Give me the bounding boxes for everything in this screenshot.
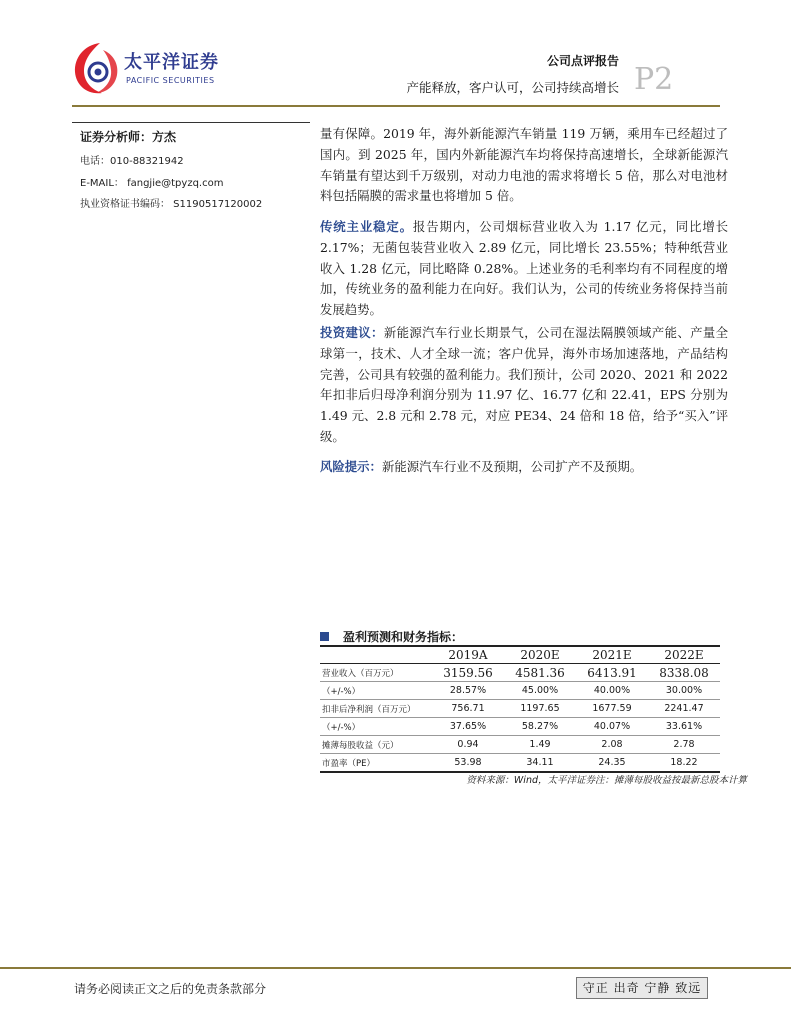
financial-forecast-table — [320, 645, 720, 773]
analyst-divider — [72, 122, 310, 123]
table-cell: 0.94 — [432, 736, 504, 754]
company-logo — [70, 40, 260, 96]
row-label: （+/-%） — [320, 682, 432, 700]
logo-chinese-name: 太平洋证券 — [124, 52, 219, 73]
table-row — [320, 736, 720, 754]
report-subtitle: 产能释放，客户认可，公司持续高增长 — [406, 80, 619, 95]
table-cell: 1197.65 — [504, 700, 576, 718]
table-header-row — [320, 646, 720, 664]
row-label: 市盈率（PE） — [320, 754, 432, 773]
table-cell: 40.00% — [576, 682, 648, 700]
analyst-phone: 电话：010-88321942 — [80, 156, 184, 167]
row-label: 扣非后净利润（百万元） — [320, 700, 432, 718]
table-cell: 6413.91 — [576, 664, 648, 682]
table-cell: 28.57% — [432, 682, 504, 700]
table-source-note: 资料来源：Wind，太平洋证券注：摊薄每股收益按最新总股本计算 — [466, 775, 747, 786]
table-cell: 58.27% — [504, 718, 576, 736]
paragraph-traditional-business: 传统主业稳定。报告期内，公司烟标营业收入为 1.17 亿元，同比增长 2.17%；无菌包装营业收入 2.89 亿元，同比增长 23.55%；特种纸营业收入 1.28 亿元，同比略降 0.28%。上述业务的毛利率均有不同程度的增加，传统业务的盈利能力在向好。我们认为，公司的传统业务将保持当前发展趋势。 — [320, 219, 729, 318]
table-cell: 30.00% — [648, 682, 720, 700]
table-cell: 8338.08 — [648, 664, 720, 682]
table-title: 盈利预测和财务指标： — [320, 628, 463, 645]
table-cell: 24.35 — [576, 754, 648, 773]
row-label: 营业收入（百万元） — [320, 664, 432, 682]
table-row — [320, 664, 720, 682]
report-type: 公司点评报告 — [546, 54, 619, 68]
table-cell: 3159.56 — [432, 664, 504, 682]
table-cell: 37.65% — [432, 718, 504, 736]
table-cell: 53.98 — [432, 754, 504, 773]
table-cell: 1677.59 — [576, 700, 648, 718]
row-label: 摊薄每股收益（元） — [320, 736, 432, 754]
table-cell: 40.07% — [576, 718, 648, 736]
analyst-email: E-MAIL： fangjie@tpyzq.com — [80, 178, 224, 189]
paragraph-risk: 风险提示：新能源汽车行业不及预期，公司扩产不及预期。 — [320, 459, 643, 474]
row-label: （+/-%） — [320, 718, 432, 736]
table-header-blank — [320, 646, 432, 664]
table-column-header: 2019A — [432, 646, 504, 664]
table-cell: 756.71 — [432, 700, 504, 718]
paragraph-investment-advice: 投资建议：新能源汽车行业长期景气，公司在湿法隔膜领域产能、产量全球第一，技术、人才全球一流；客户优异，海外市场加速落地，产品结构完善，公司具有较强的盈利能力。我们预计，公司 2020、2021 和 2022 年扣非后归母净利润分别为 11.97 亿、16.77 亿和 22.41，EPS 分别为 1.49 元、2.8 元和 2.78 元，对应 PE34、24 倍和 18 倍，给予“买入”评级。 — [320, 325, 729, 444]
table-cell: 2.78 — [648, 736, 720, 754]
table-cell: 45.00% — [504, 682, 576, 700]
table-cell: 4581.36 — [504, 664, 576, 682]
footer-divider — [0, 967, 791, 969]
table-row — [320, 682, 720, 700]
paragraph-1: 量有保障。2019 年，海外新能源汽车销量 119 万辆，乘用车已经超过了国内。到 2025 年，国内外新能源汽车均将保持高速增长，全球新能源汽车销量有望达到千万级别，对动力电池的需求将增长 5 倍，那么对电池材料包括隔膜的需求量也将增加 5 倍。 — [320, 126, 728, 204]
pacific-securities-logo-icon — [70, 40, 122, 96]
analyst-license: 执业资格证书编码： S1190517120002 — [80, 199, 263, 210]
footer-motto: 守正 出奇 宁静 致远 — [576, 977, 708, 999]
page-number: P2 — [634, 62, 674, 97]
table-column-header: 2020E — [504, 646, 576, 664]
table-row — [320, 754, 720, 773]
table-cell: 2.08 — [576, 736, 648, 754]
table-row — [320, 700, 720, 718]
paragraph-heading: 传统主业稳定。 — [320, 219, 413, 234]
table-cell: 18.22 — [648, 754, 720, 773]
table-cell: 2241.47 — [648, 700, 720, 718]
table-cell: 33.61% — [648, 718, 720, 736]
bullet-square-icon — [320, 632, 329, 641]
table-column-header: 2021E — [576, 646, 648, 664]
footer-disclaimer: 请务必阅读正文之后的免责条款部分 — [74, 982, 267, 996]
paragraph-heading: 投资建议： — [320, 325, 384, 340]
analyst-title: 证券分析师：方杰 — [80, 130, 177, 144]
table-cell: 1.49 — [504, 736, 576, 754]
header-divider — [72, 105, 720, 107]
logo-english-name: PACIFIC SECURITIES — [126, 76, 215, 85]
table-column-header: 2022E — [648, 646, 720, 664]
table-row — [320, 718, 720, 736]
paragraph-heading: 风险提示： — [320, 459, 382, 474]
table-cell: 34.11 — [504, 754, 576, 773]
